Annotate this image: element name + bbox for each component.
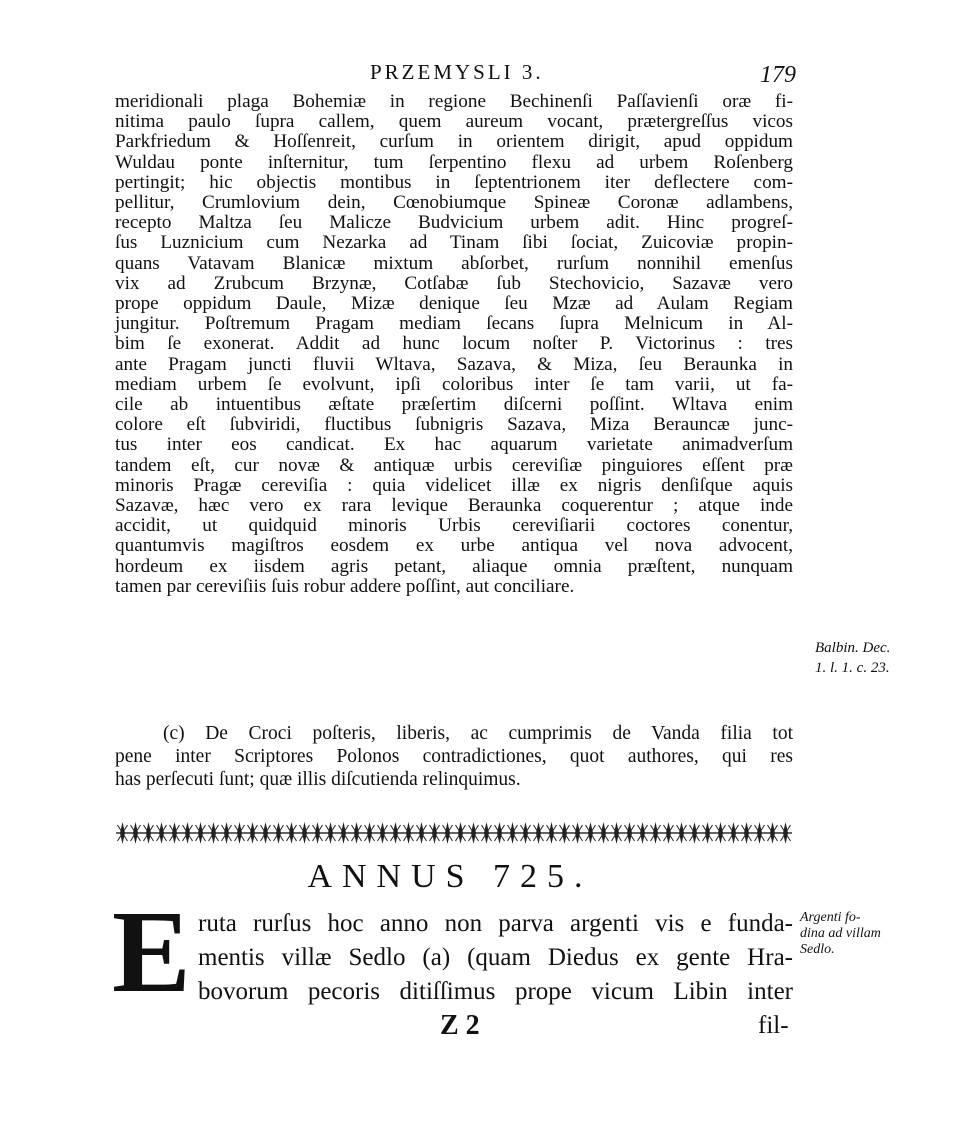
drop-cap: E: [112, 886, 191, 1017]
ornament-divider-icon: [116, 820, 792, 846]
catchword: fil-: [758, 1012, 789, 1039]
annus-heading: ANNUS 725.: [307, 858, 593, 895]
text-line: nitima paulo ſupra callem, quem aureum vocant, prætergreſſus vicos: [115, 111, 793, 133]
running-head: PRZEMYSLI 3.: [370, 60, 544, 84]
margin-note-balbin: [815, 638, 890, 678]
text-line: hordeum ex iisdem agris petant, aliaque omnia præſtent, nunquam: [115, 555, 793, 577]
margin-note-line: dina ad villam: [800, 926, 881, 941]
footnote-line: has perſecuti ſunt; quæ illis diſcutienda relinquimus.: [115, 769, 521, 790]
text-line: pellitur, Crumlovium dein, Cœnobiumque Spineæ Coronæ adlambens,: [115, 192, 793, 214]
text-line: Sazavæ, hæc vero ex rara levique Beraunka coquerentur ; atque inde: [115, 495, 793, 517]
text-line: Wuldau ponte inſternitur, tum ſerpentino flexu ad urbem Roſenberg: [115, 151, 793, 173]
text-line: jungitur. Poſtremum Pragam mediam ſecans ſupra Melnicum in Al-: [115, 313, 793, 335]
margin-note-line: Argenti fo-: [800, 910, 861, 925]
text-line: Parkfriedum & Hoſſenreit, curſum in orientem dirigit, apud oppidum: [115, 131, 793, 153]
text-line: vix ad Zrubcum Brzynæ, Cotſabæ ſub Stechovicio, Sazavæ vero: [115, 272, 793, 294]
text-line: quantumvis magiſtros eosdem ex urbe antiqua vel nova advocent,: [115, 535, 793, 557]
footnote-line: pene inter Scriptores Polonos contradictiones, quot authores, qui res: [115, 746, 793, 767]
text-line: ſus Luznicium cum Nezarka ad Tinam ſibi ſociat, Zuicoviæ propin-: [115, 232, 793, 254]
text-line: mentis villæ Sedlo (a) (quam Diedus ex gente Hra-: [198, 944, 793, 971]
margin-note-argenti: [800, 910, 881, 958]
signature-mark: Z 2: [440, 1010, 480, 1041]
text-line: quans Vatavam Blanicæ mixtum abſorbet, rurſum nonnihil emenſus: [115, 252, 793, 274]
text-line: colore eſt ſubviridi, fluctibus ſubnigris Sazava, Miza Berauncæ junc-: [115, 414, 793, 436]
text-line: minoris Pragæ cereviſia : quia videlicet illæ ex nigris denſiſque aquis: [115, 474, 793, 496]
page-number: 179: [760, 62, 796, 88]
text-line: ante Pragam juncti fluvii Wltava, Sazava, & Miza, ſeu Beraunka in: [115, 353, 793, 375]
text-line: pertingit; hic objectis montibus in ſeptentrionem iter deflectere com-: [115, 171, 793, 193]
text-line: tandem eſt, cur novæ & antiquæ urbis cereviſiæ pinguiores eſſent præ: [115, 454, 793, 476]
text-line: ruta rurſus hoc anno non parva argenti vis e funda-: [198, 910, 793, 937]
text-line: mediam urbem ſe evolvunt, ipſi coloribus inter ſe tam varii, ut fa-: [115, 373, 793, 395]
main-paragraph: [115, 92, 793, 597]
text-line: bim ſe exonerat. Addit ad hunc locum noſter P. Victorinus : tres: [115, 333, 793, 355]
text-line: accidit, ut quidquid minoris Urbis cereviſiarii coctores conentur,: [115, 515, 793, 537]
text-line: prope oppidum Daule, Mizæ denique ſeu Mzæ ad Aulam Regiam: [115, 293, 793, 315]
text-line: tus inter eos candicat. Ex hac aquarum varietate animadverſum: [115, 434, 793, 456]
footnote: [115, 722, 793, 791]
annus-paragraph: [198, 907, 793, 1009]
text-line: meridionali plaga Bohemiæ in regione Bechinenſi Paſſavienſi oræ fi-: [115, 91, 793, 112]
margin-note-line: Sedlo.: [800, 942, 835, 957]
footnote-line: (c) De Croci poſteris, liberis, ac cumprimis de Vanda filia tot: [163, 723, 793, 744]
text-line: cile ab intuentibus æſtate præſertim diſcerni poſſint. Wltava enim: [115, 394, 793, 416]
text-line: tamen par cereviſiis ſuis robur addere poſſint, aut conciliare.: [115, 575, 575, 597]
text-line: bovorum pecoris ditiſſimus prope vicum Libin inter: [198, 978, 793, 1005]
margin-note-line: 1. l. 1. c. 23.: [815, 660, 890, 676]
margin-note-line: Balbin. Dec.: [815, 640, 891, 656]
text-line: recepto Maltza ſeu Malicze Budvicium urbem adit. Hinc progreſ-: [115, 212, 793, 234]
